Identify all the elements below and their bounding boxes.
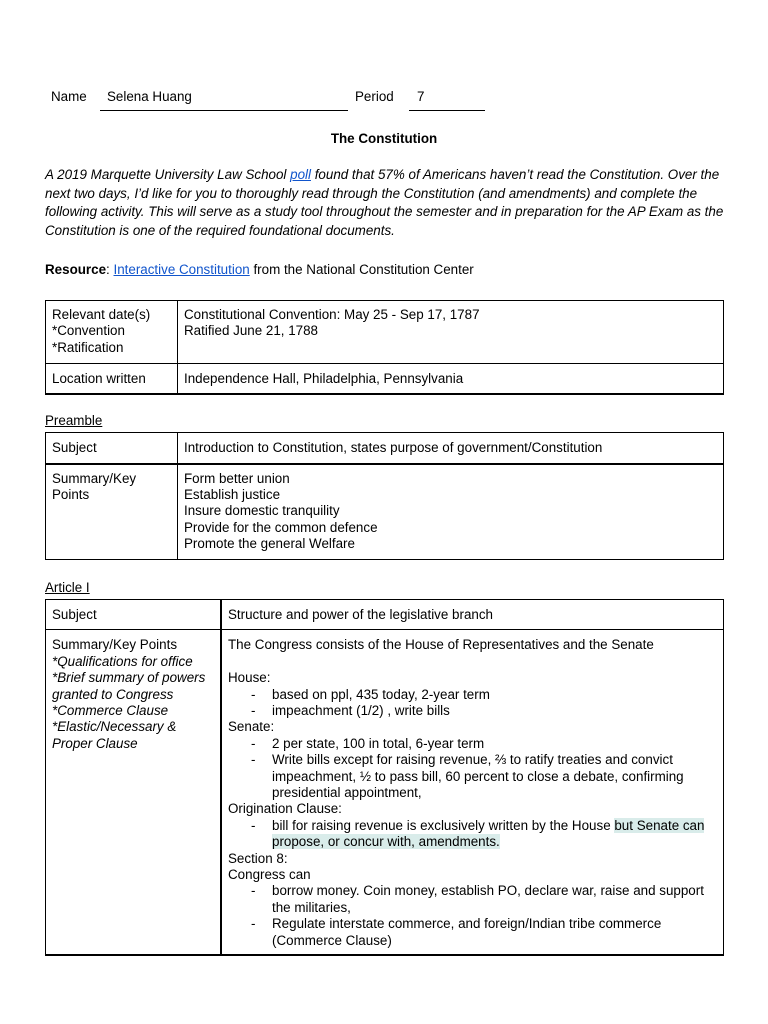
preamble-summary-value[interactable] [178, 464, 724, 560]
period-value[interactable]: 7 [417, 89, 425, 104]
poll-link[interactable]: poll [290, 167, 311, 182]
article1-summary-label: Summary/Key Points *Qualifications for office *Brief summary of powers granted to Congress *Commerce Clause *Elastic/Necessary & Proper Clause [46, 630, 222, 955]
list-item: - Regulate interstate commerce, and foreign/Indian tribe commerce (Commerce Clause) [228, 916, 717, 949]
article1-table [45, 599, 724, 956]
list-item: Promote the general Welfare [184, 536, 355, 552]
page-title: The Constitution [330, 131, 438, 146]
name-underline [100, 110, 348, 111]
list-item: Establish justice [184, 486, 281, 502]
intro-paragraph: A 2019 Marquette University Law School poll found that 57% of Americans haven’t read the Constitution. Over the next two days, I’d like for you to thoroughly read through the Constitution (and amendments) and complete the following activity. This will serve as a study tool throughout the semester and in preparation for the AP Exam as the Constitution is one of the required foundational documents. [45, 167, 724, 238]
resource-label: Resource [45, 262, 107, 277]
list-item: Insure domestic tranquility [184, 503, 340, 519]
preamble-summary-label: Summary/Key Points [46, 464, 178, 560]
list-item: - bill for raising revenue is exclusively written by the House but Senate can propose, or concur with, amendments. [228, 818, 717, 851]
preamble-table [45, 432, 724, 560]
name-value[interactable]: Selena Huang [107, 89, 192, 104]
article1-heading: Article I [45, 580, 90, 595]
list-item: - based on ppl, 435 today, 2-year term [228, 687, 717, 703]
list-item: - impeachment (1/2) , write bills [228, 703, 717, 719]
period-label: Period [355, 89, 394, 104]
preamble-heading: Preamble [45, 413, 103, 428]
resource-line: Resource: Interactive Constitution from the National Constitution Center [45, 262, 474, 277]
highlighted-text: but Senate can propose, or concur with, amendments. [272, 817, 705, 850]
location-label-cell: Location written [46, 364, 178, 395]
period-underline [409, 110, 485, 111]
location-value-cell[interactable]: Independence Hall, Philadelphia, Pennsylvania [178, 364, 724, 395]
article1-subject-label: Subject [46, 600, 222, 630]
preamble-subject-value[interactable]: Introduction to Constitution, states purpose of government/Constitution [178, 433, 724, 464]
list-item: - 2 per state, 100 in total, 6-year term [228, 736, 717, 752]
list-item: Provide for the common defence [184, 519, 378, 535]
preamble-subject-label: Subject [46, 433, 178, 464]
name-label: Name [51, 89, 87, 104]
list-item: - borrow money. Coin money, establish PO, declare war, raise and support the militaries, [228, 883, 717, 916]
dates-value-cell[interactable]: Constitutional Convention: May 25 - Sep 17, 1787 Ratified June 21, 1788 [178, 301, 724, 364]
interactive-constitution-link[interactable]: Interactive Constitution [113, 262, 250, 277]
dates-location-table [45, 300, 724, 395]
article1-summary-value[interactable]: The Congress consists of the House of Representatives and the Senate House: - based on ppl, 435 today, 2-year term - impeachment (1/2) , write bills Senate: - 2 per state, 100 in total, 6-year term - Write bills except for raising revenue, ⅔ to ratify treaties and convict impeachment, ½ to pass bill, 60 percent to close a debate, confirming presidential appointment, Origination Clause: - bill for raising revenue is exclusively written by the House but Senate can propose, or concur with, amendments. Section 8: Congress can - borrow money. Coin money, establish PO, declare war, raise and support the militaries, - Regulate interstate commerce, and foreign/Indian tribe commerce (Commerce Clause) [221, 630, 724, 955]
list-item: - Write bills except for raising revenue, ⅔ to ratify treaties and convict impeachment, ½ to pass bill, 60 percent to close a debate, confirming presidential appointment, [228, 752, 717, 801]
dates-label-cell: Relevant date(s) *Convention *Ratification [46, 301, 178, 364]
list-item: Form better union [184, 470, 290, 486]
article1-subject-value[interactable]: Structure and power of the legislative branch [221, 600, 724, 630]
